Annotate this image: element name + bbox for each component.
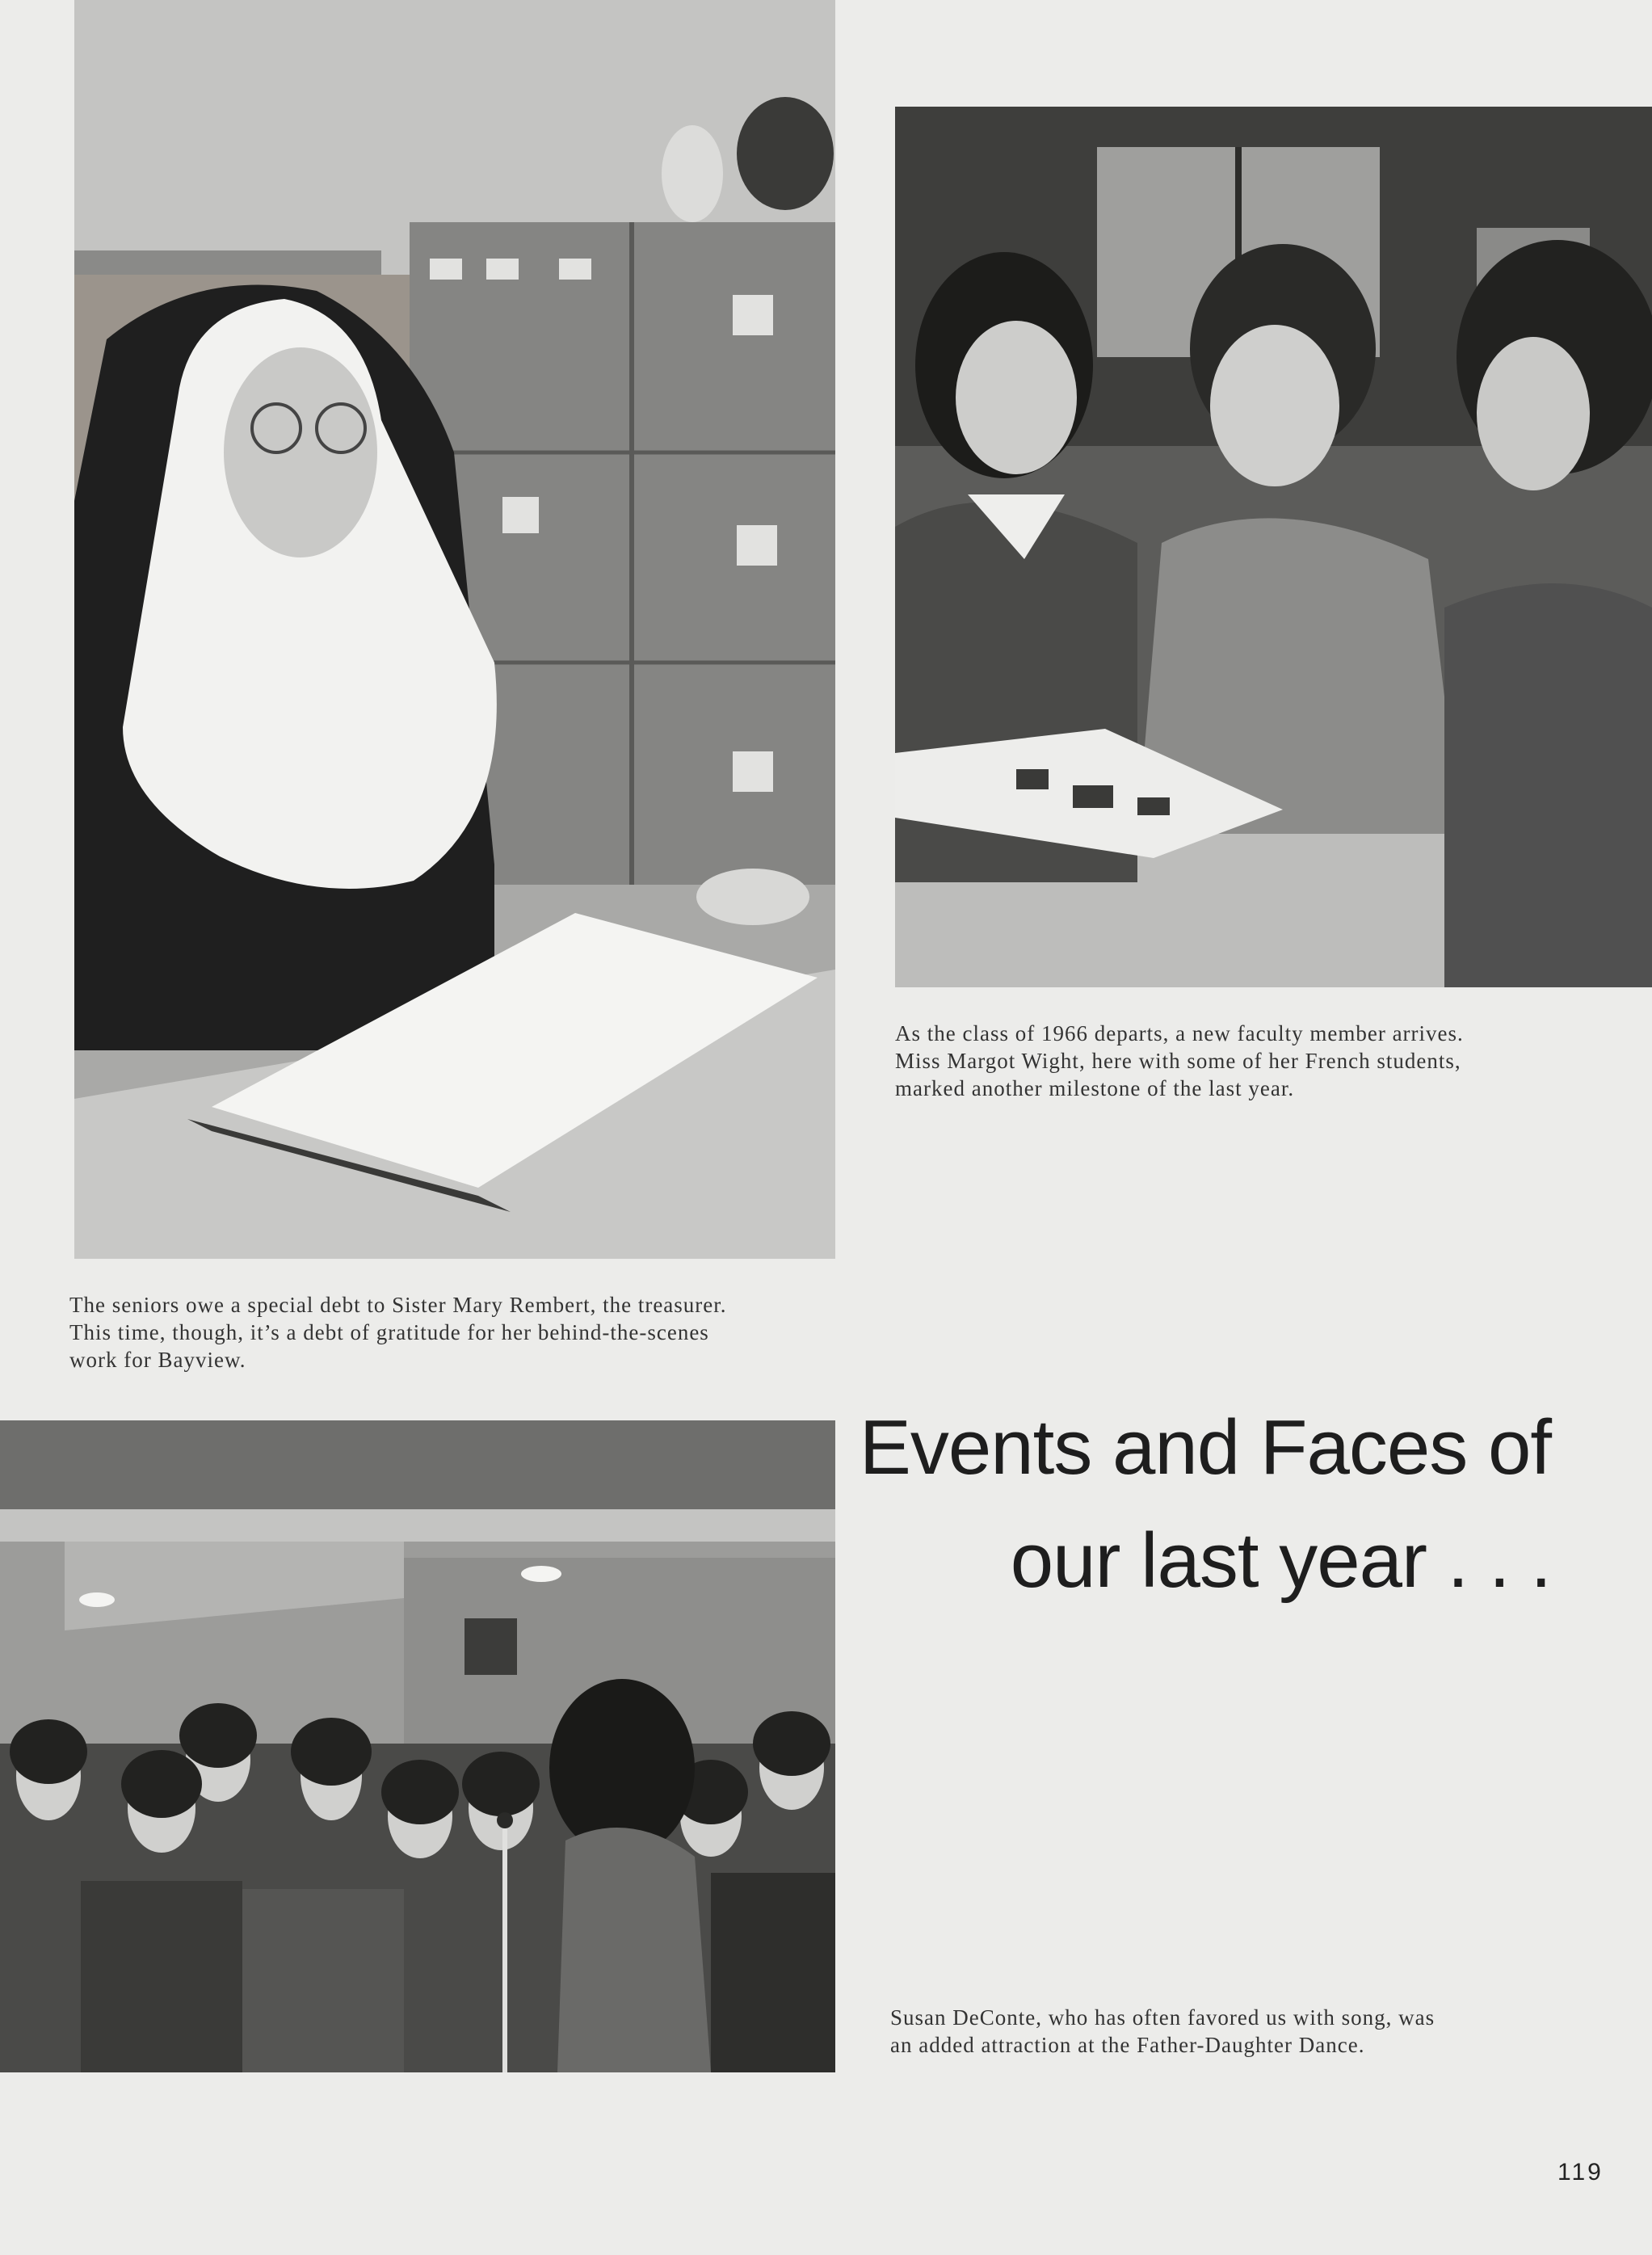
headline-line-1: Events and Faces of (859, 1404, 1551, 1491)
photo-father-daughter-dance (0, 1420, 835, 2072)
page-number: 119 (1557, 2159, 1604, 2186)
photo-french-graphic (895, 107, 1652, 987)
caption-line: The seniors owe a special debt to Sister Mary Rembert, the treasurer. (69, 1293, 727, 1317)
caption-sister-mary-rembert (69, 1291, 830, 1374)
caption-line: Susan DeConte, who has often favored us with song, was (890, 2005, 1436, 2030)
photo-dance-graphic (0, 1420, 835, 2072)
caption-french-students (895, 1020, 1549, 1102)
caption-line: Miss Margot Wight, here with some of her French students, (895, 1049, 1461, 1073)
photo-sister-mary-rembert (74, 0, 835, 1259)
photo-sister-graphic (74, 0, 835, 1259)
photo-french-students (895, 107, 1652, 987)
caption-line: This time, though, it’s a debt of gratitude for her behind-the-scenes (69, 1320, 709, 1344)
headline-line-2: our last year . . . (1010, 1517, 1551, 1604)
caption-line: work for Bayview. (69, 1348, 246, 1372)
caption-line: an added attraction at the Father-Daughter Dance. (890, 2033, 1365, 2057)
caption-line: marked another milestone of the last year. (895, 1076, 1295, 1100)
caption-line: As the class of 1966 departs, a new faculty member arrives. (895, 1021, 1464, 1045)
caption-father-daughter-dance (890, 2004, 1545, 2059)
page-headline (840, 1391, 1551, 1618)
